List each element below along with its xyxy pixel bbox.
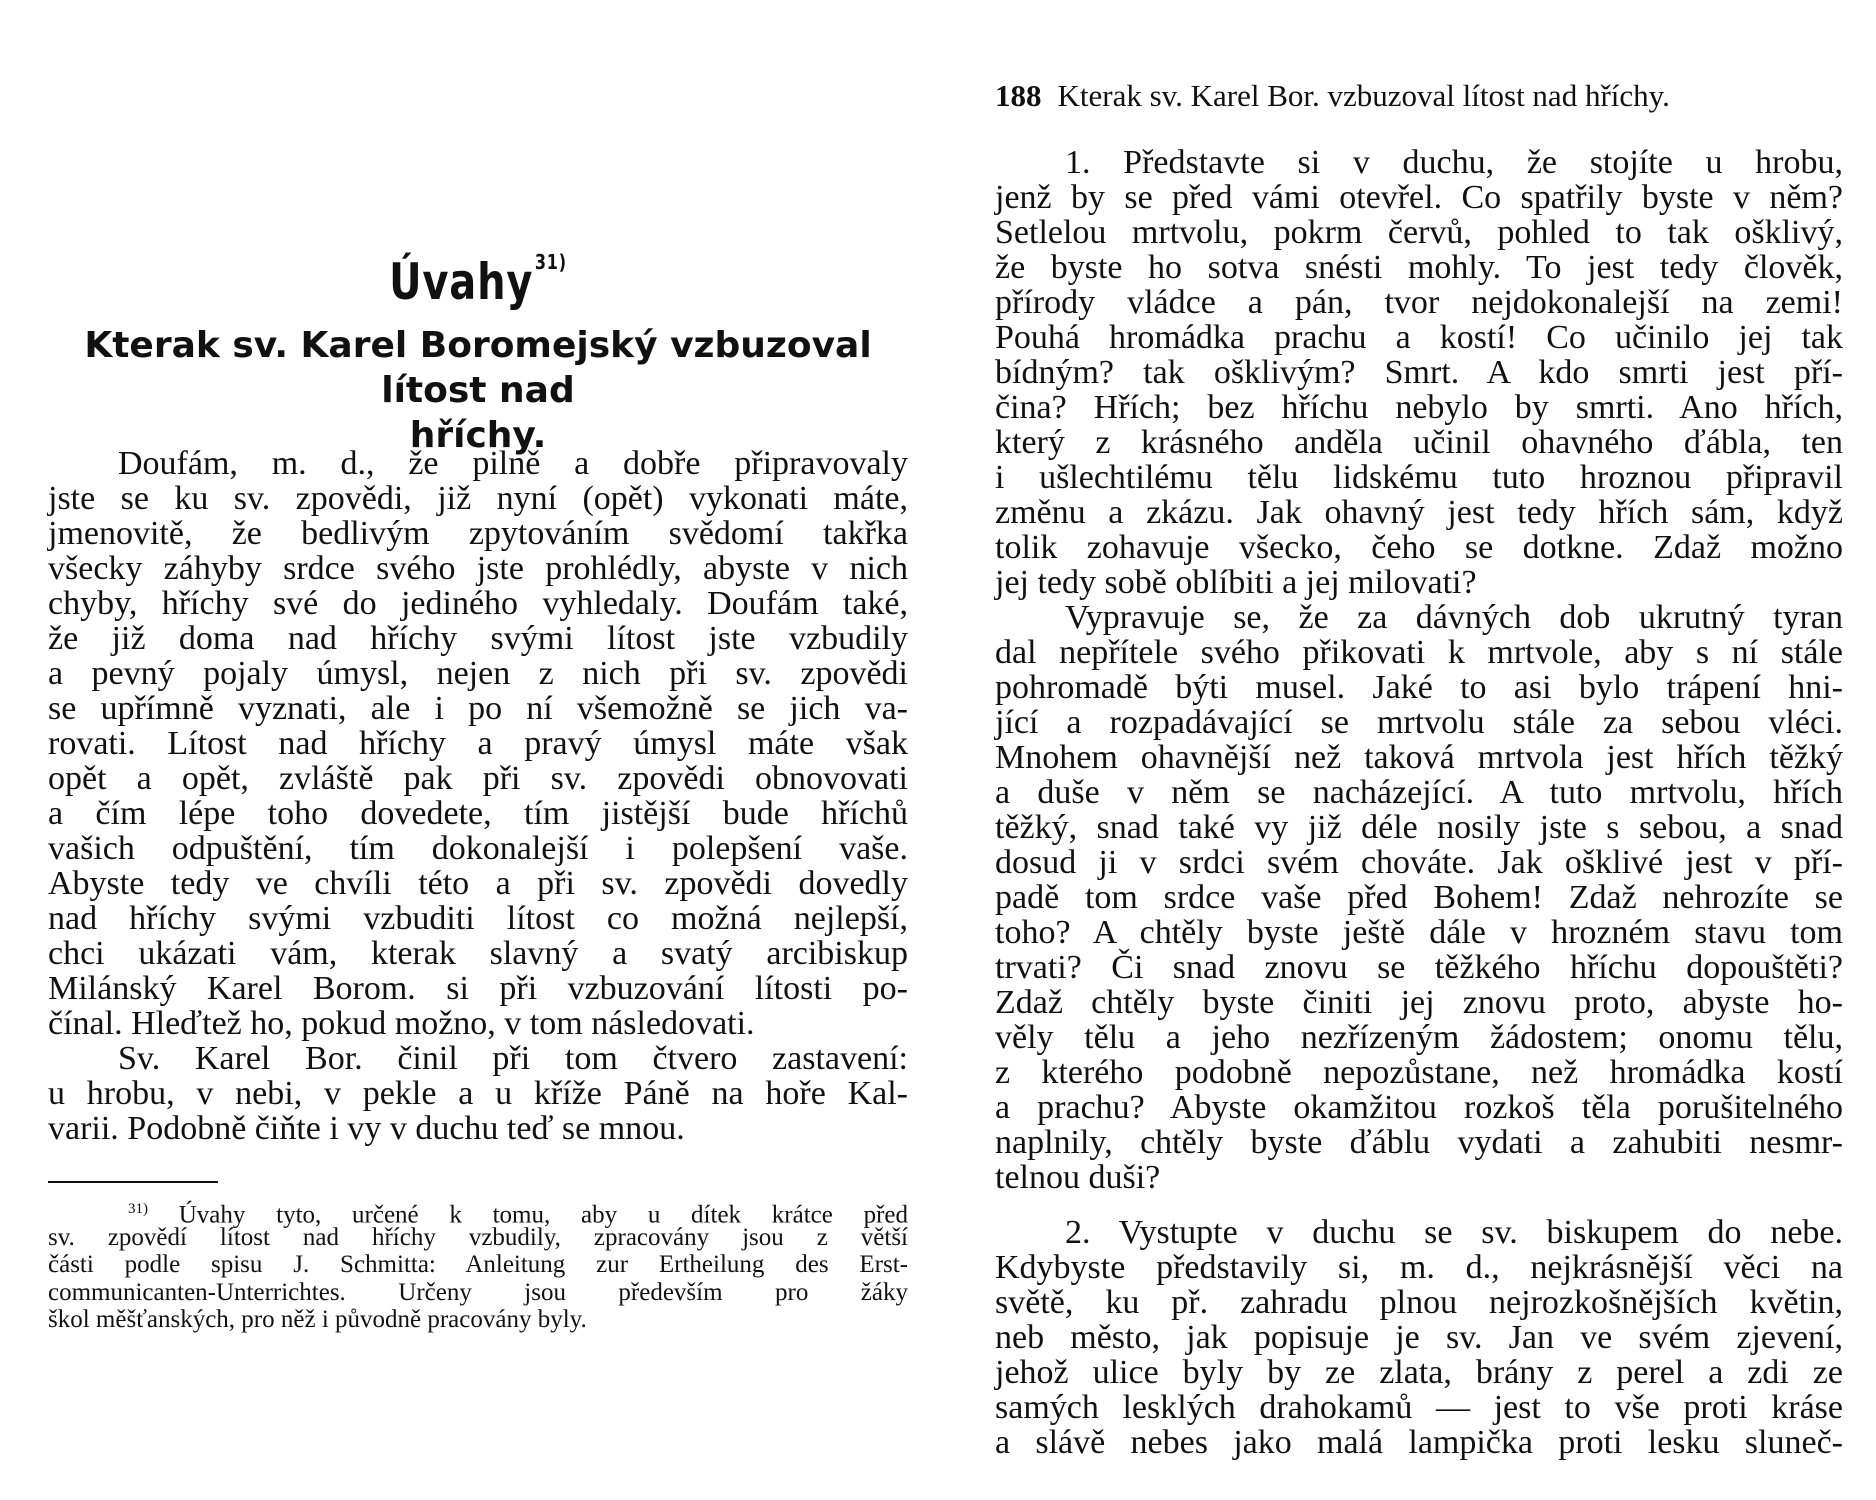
- running-header: [995, 78, 1843, 114]
- footnote-line: sv. zpovědí lítost nad hříchy vzbudily, zpracovány jsou z větší: [48, 1223, 908, 1251]
- text-line: Doufám, m. d., že pilně a dobře připravovaly: [118, 445, 908, 482]
- text-line: Kdybyste představily si, m. d., nejkrásnější věci na: [995, 1249, 1843, 1286]
- footnote-line: škol měšťanských, pro něž i původně pracovány byly.: [48, 1306, 587, 1333]
- text-line: Pouhá hromádka prachu a kostí! Co učinilo jej tak: [995, 319, 1843, 356]
- text-line: že již doma nad hříchy svými lítost jste vzbudily: [48, 620, 908, 657]
- text-line: čínal. Hleďtež ho, pokud možno, v tom následovati.: [48, 1005, 755, 1042]
- text-line: opět a opět, zvláště pak při sv. zpovědi obnovovati: [48, 760, 908, 797]
- text-line: a prachu? Abyste okamžitou rozkoš těla porušitelného: [995, 1089, 1843, 1126]
- chapter-title: [134, 232, 822, 312]
- footnote-divider: [48, 1181, 218, 1183]
- paragraph-gap: [995, 1195, 1843, 1215]
- text-line: rovati. Lítost nad hříchy a pravý úmysl máte však: [48, 725, 908, 762]
- text-line: který z krásného anděla učinil ohavného ďábla, ten: [995, 424, 1843, 461]
- text-line: 1. Představte si v duchu, že stojíte u hrobu,: [1065, 144, 1843, 181]
- text-line: jmenovitě, že bedlivým zpytováním svědomí takřka: [48, 515, 908, 552]
- text-line: tolik zohavuje všecko, čeho se dotkne. Zdaž možno: [995, 529, 1843, 566]
- chapter-subtitle: [48, 323, 908, 458]
- left-body-text: [48, 446, 908, 1146]
- text-line: dal nepřítele svého přikovati k mrtvole, aby s ní stále: [995, 634, 1843, 671]
- text-line: a duše v něm se nacházející. A tuto mrtvolu, hřích: [995, 774, 1843, 811]
- text-line: toho? A chtěly byste ještě dále v hrozném stavu tom: [995, 914, 1843, 951]
- text-line: Milánský Karel Borom. si při vzbuzování lítosti po-: [48, 970, 908, 1007]
- text-line: jehož ulice byly by ze zlata, brány z perel a zdi ze: [995, 1354, 1843, 1391]
- text-line: i ušlechtilému tělu lidskému tuto hroznou připravil: [995, 459, 1843, 496]
- text-line: věly tělu a jeho nezřízeným žádostem; onomu tělu,: [995, 1019, 1843, 1056]
- footnote-line: [48, 1196, 908, 1229]
- text-line: Setlelou mrtvolu, pokrm červů, pohled to tak ošklivý,: [995, 214, 1843, 251]
- text-line: přírody vládce a pán, tvor nejdokonalejší na zemi!: [995, 284, 1843, 321]
- text-line: z kterého podobně nepozůstane, než hromádka kostí: [995, 1054, 1843, 1091]
- text-line: chci ukázati vám, kterak slavný a svatý arcibiskup: [48, 935, 908, 972]
- text-line: těžký, snad také vy již déle nosily jste s sebou, a snad: [995, 809, 1843, 846]
- chapter-title-text: Úvahy: [389, 253, 534, 311]
- text-line: světě, ku př. zahradu plnou nejrozkošnějších květin,: [995, 1284, 1843, 1321]
- text-line: a čím lépe toho dovedete, tím jistější bude hříchů: [48, 795, 908, 832]
- text-line: všecky záhyby srdce svého jste prohlédly, abyste v nich: [48, 550, 908, 587]
- text-line: jící a rozpadávající se mrtvolu stále za sebou vléci.: [995, 704, 1843, 741]
- text-line: bídným? tak ošklivým? Smrt. A kdo smrti jest pří-: [995, 354, 1843, 391]
- text-line: že byste ho sotva snésti mohly. To jest tedy člověk,: [995, 249, 1843, 286]
- text-line: čina? Hřích; bez hříchu nebylo by smrti. Ano hřích,: [995, 389, 1843, 426]
- text-line: změnu a zkázu. Jak ohavný jest tedy hřích sám, když: [995, 494, 1843, 531]
- running-head-title: Kterak sv. Karel Bor. vzbuzoval lítost nad hříchy.: [1057, 78, 1670, 113]
- text-line: a slávě nebes jako malá lampička proti lesku sluneč-: [995, 1424, 1843, 1461]
- right-body-text: [995, 145, 1843, 1460]
- text-line: 2. Vystupte v duchu se sv. biskupem do nebe.: [1065, 1214, 1843, 1251]
- text-line: neb město, jak popisuje je sv. Jan ve svém zjevení,: [995, 1319, 1843, 1356]
- text-line: trvati? Či snad znovu se těžkého hříchu dopouštěti?: [995, 949, 1843, 986]
- text-line: Zdaž chtěly byste činiti jej znovu proto, abyste ho-: [995, 984, 1843, 1021]
- text-line: jej tedy sobě oblíbiti a jej milovati?: [995, 564, 1477, 601]
- footnote: [48, 1196, 908, 1334]
- text-line: Vypravuje se, že za dávných dob ukrutný tyran: [1065, 599, 1843, 636]
- title-footnote-ref: 31): [534, 250, 567, 274]
- text-line: Mnohem ohavnější než taková mrtvola jest hřích těžký: [995, 739, 1843, 776]
- text-line: u hrobu, v nebi, v pekle a u kříže Páně na hoře Kal-: [48, 1075, 908, 1112]
- text-line: naplnily, chtěly byste ďáblu vydati a zahubiti nesmr-: [995, 1124, 1843, 1161]
- footnote-mark: 31): [128, 1201, 148, 1217]
- text-line: nad hříchy svými vzbuditi lítost co možná nejlepší,: [48, 900, 908, 937]
- footnote-line: communicanten-Unterrichtes. Určeny jsou především pro žáky: [48, 1278, 908, 1306]
- text-line: chyby, hříchy své do jediného vyhledaly. Doufám také,: [48, 585, 908, 622]
- text-line: vašich odpuštění, tím dokonalejší i polepšení vaše.: [48, 830, 908, 867]
- text-line: padě tom srdce vaše před Bohem! Zdaž nehrozíte se: [995, 879, 1843, 916]
- text-line: jste se ku sv. zpovědi, již nyní (opět) vykonati máte,: [48, 480, 908, 517]
- footnote-text: Úvahy tyto, určené k tomu, aby u dítek krátce před: [178, 1201, 908, 1229]
- text-line: Abyste tedy ve chvíli této a při sv. zpovědi dovedly: [48, 865, 908, 902]
- subtitle-line: hříchy.: [409, 415, 547, 456]
- text-line: dosud ji v srdci svém chováte. Jak ošklivé jest v pří-: [995, 844, 1843, 881]
- text-line: pohromadě býti musel. Jaké to asi bylo trápení hni-: [995, 669, 1843, 706]
- text-line: jenž by se před vámi otevřel. Co spatřily byste v něm?: [995, 179, 1843, 216]
- text-line: telnou duši?: [995, 1159, 1161, 1196]
- footnote-line: části podle spisu J. Schmitta: Anleitung zur Ertheilung des Erst-: [48, 1251, 908, 1278]
- subtitle-line: Kterak sv. Karel Boromejský vzbuzoval lítost nad: [84, 325, 872, 411]
- page-number: 188: [995, 78, 1042, 113]
- text-line: se upřímně vyznati, ale i po ní všemožně se jich va-: [48, 690, 908, 727]
- text-line: samých lesklých drahokamů — jest to vše proti kráse: [995, 1389, 1843, 1426]
- text-line: a pevný pojaly úmysl, nejen z nich při sv. zpovědi: [48, 655, 908, 692]
- text-line: Sv. Karel Bor. činil při tom čtvero zastavení:: [118, 1040, 908, 1077]
- text-line: varii. Podobně čiňte i vy v duchu teď se mnou.: [48, 1110, 685, 1147]
